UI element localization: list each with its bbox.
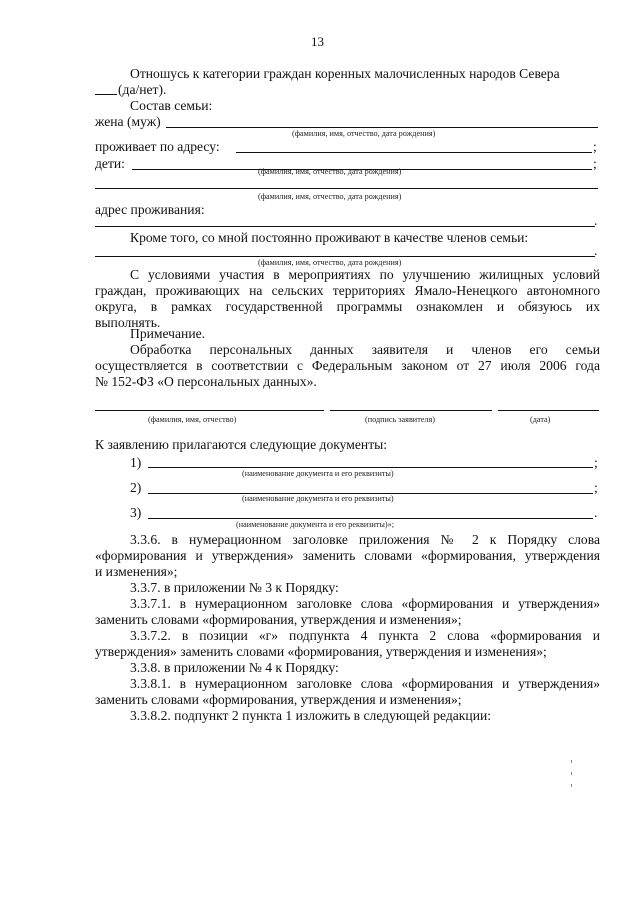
amendment-line: утверждения» заменить словами «формирования, утверждения и изменения»; xyxy=(95,644,547,659)
signature-fio-caption: (фамилия, имя, отчество) xyxy=(148,415,237,424)
amendment-line: заменить словами «формирования, утверждения и изменения»; xyxy=(95,612,462,627)
documents-intro: К заявлению прилагаются следующие документы: xyxy=(95,437,388,452)
family-composition-title: Состав семьи: xyxy=(130,98,213,113)
semicolon: ; xyxy=(594,480,598,495)
children-caption-2: (фамилия, имя, отчество, дата рождения) xyxy=(258,192,402,201)
scan-mark xyxy=(571,784,572,787)
indigenous-status-line: Отношусь к категории граждан коренных малочисленных народов Севера xyxy=(130,66,560,81)
semicolon: ; xyxy=(593,139,597,154)
note-line: Обработка персональных данных заявителя и членов его семьи xyxy=(130,342,600,357)
document-caption: (наименование документа и его реквизиты) xyxy=(242,494,394,503)
children-label: дети: xyxy=(95,156,125,171)
amendment-line: и изменения»; xyxy=(95,564,178,579)
spouse-address-label: проживает по адресу: xyxy=(95,139,220,154)
document-caption: (наименование документа и его реквизиты) xyxy=(242,469,394,478)
amendment-line: заменить словами «формирования, утверждения и изменения»; xyxy=(95,692,462,707)
document-item-number: 2) xyxy=(130,480,142,495)
children-field-line-2[interactable] xyxy=(95,188,598,189)
conditions-line: граждан, проживающих на сельских территориях Ямало-Ненецкого автономного xyxy=(95,283,600,298)
amendment-line: 3.3.7.2. в позиции «г» подпункта 4 пункта 2 слова «формирования и xyxy=(130,628,600,643)
amendment-line: 3.3.8.1. в нумерационном заголовке слова «формирования и утверждения» xyxy=(130,676,600,691)
yes-no-blank[interactable] xyxy=(95,94,117,95)
signature-date-line[interactable] xyxy=(498,410,599,411)
period: . xyxy=(594,243,598,258)
scan-mark xyxy=(571,772,572,775)
amendment-line: 3.3.7. в приложении № 3 к Порядку: xyxy=(130,580,339,595)
page-number: 13 xyxy=(311,34,324,49)
document-caption: (наименование документа и его реквизиты)»; xyxy=(236,520,395,529)
document-field-line[interactable] xyxy=(148,518,593,519)
note-line: осуществляется в соответствии с Федеральным законом от 27 июля 2006 года xyxy=(95,358,600,373)
residence-label: адрес проживания: xyxy=(95,202,205,217)
amendment-line: 3.3.8. в приложении № 4 к Порядку: xyxy=(130,660,339,675)
signature-fio-line[interactable] xyxy=(95,410,324,411)
conditions-line: выполнять. xyxy=(95,315,161,330)
scan-mark xyxy=(571,760,572,763)
residence-field-line[interactable] xyxy=(95,226,595,227)
spouse-caption: (фамилия, имя, отчество, дата рождения) xyxy=(292,129,436,138)
conditions-line: округа, в рамках государственной программы ознакомлен и обязуюсь их xyxy=(95,299,600,314)
semicolon: ; xyxy=(593,156,597,171)
conditions-line: С условиями участия в мероприятиях по улучшению жилищных условий xyxy=(130,267,600,282)
amendment-line: 3.3.7.1. в нумерационном заголовке слова «формирования и утверждения» xyxy=(130,596,600,611)
yes-no-hint: (да/нет). xyxy=(118,82,167,97)
other-members-field-line[interactable] xyxy=(95,256,595,257)
document-field-line[interactable] xyxy=(148,467,593,468)
amendment-line: 3.3.8.2. подпункт 2 пункта 1 изложить в следующей редакции: xyxy=(130,708,492,723)
other-members-line: Кроме того, со мной постоянно проживают в качестве членов семьи: xyxy=(130,230,529,245)
period: . xyxy=(594,213,598,228)
other-members-caption: (фамилия, имя, отчество, дата рождения) xyxy=(258,258,402,267)
document-item-number: 3) xyxy=(130,505,142,520)
semicolon: ; xyxy=(594,455,598,470)
signature-caption: (подпись заявителя) xyxy=(365,415,435,424)
spouse-label: жена (муж) xyxy=(95,114,161,129)
spouse-address-line[interactable] xyxy=(236,152,592,153)
document-item-number: 1) xyxy=(130,455,142,470)
signature-line[interactable] xyxy=(330,410,492,411)
spouse-field-line[interactable] xyxy=(166,127,598,128)
children-caption: (фамилия, имя, отчество, дата рождения) xyxy=(258,167,402,176)
period: . xyxy=(594,505,598,520)
amendment-line: 3.3.6. в нумерационном заголовке приложения № 2 к Порядку слова xyxy=(130,532,600,547)
amendment-line: «формирования и утверждения» заменить словами «формирования, утверждения xyxy=(95,548,600,563)
note-line: № 152-ФЗ «О персональных данных». xyxy=(95,374,317,389)
note-title: Примечание. xyxy=(130,326,206,341)
signature-date-caption: (дата) xyxy=(530,415,551,424)
